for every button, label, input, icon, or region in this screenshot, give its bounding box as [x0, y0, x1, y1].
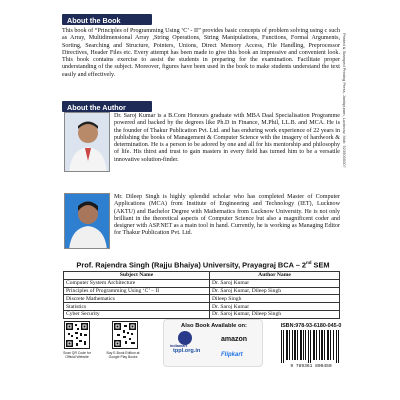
subject-cell: Statistics — [64, 303, 210, 311]
indiamart-logo-icon[interactable] — [178, 331, 192, 345]
qr-caption-website: Scan QR Code for Official Website — [63, 351, 91, 359]
isbn-label: ISBN:978-93-6180-045-0 — [280, 323, 342, 329]
table-row — [64, 303, 340, 311]
column-header-subject: Subject Name — [64, 272, 210, 280]
author-photo-saroj — [64, 112, 110, 172]
author-cell: Dr. Saroj Kumar — [210, 279, 340, 287]
author-cell: Dileep Singh — [210, 295, 340, 303]
author-cell: Dr. Saroj Kumar — [210, 303, 340, 311]
store-availability-box — [163, 319, 263, 367]
subject-cell: Principles of Programming Using ‘C’ – II — [64, 287, 210, 295]
about-book-paragraph: This book of “Principles of Programming Using ‘C’ - II” provides basic concepts of problem solving using c such as Array, Multidimensional Array ,String Operations, String Manipulations, Functions, Formal Arguments, Sorting, Searching and Structure, Pointers, Unions, Direct Memory Access, File Handling, Preprocessor Directives, Header Files etc. Every attempt has been made to give this book an impressive and convenient look. This book contains exercise to assist the students in preparing for the examination. Facilitate proper understanding of the subject. Moreover, figures have been used in the book to make students understand the text easily and effectively. — [62, 28, 340, 78]
printer-imprint: Printed & Stamped Printing Press, Jankipuram, Lucknow. Mob: 9235000007 — [342, 33, 347, 168]
subject-cell: Cyber Security — [64, 310, 210, 318]
store-amazon[interactable]: amazon — [221, 336, 248, 343]
table-title: Prof. Rajendra Singh (Rajju Bhaiya) University, Prayagraj BCA – 2nd SEM — [76, 260, 330, 270]
author-bio-saroj: Dr. Saroj Kumar is a B.Com Honours graduate with MBA Daal Specialisation Programme powered and backed by the degrees like Ph.D in Finance, M.Phil, LL.B. and MCA. He is the founder of Thakur Publication Pvt. Ltd. and has enduring work experience of 22 years in publishing the books of Management & Computer Science with the imagery of hardwork & determination. He is a person to be adored by one and all for his mentorship and philosophy of life. His thirst and trust to gain masters in every field has turned him to be a versatile innovative solution-finder. — [114, 113, 340, 163]
qr-caption-ebook: Buy E-Book Edition at Google Play Books — [106, 351, 140, 359]
table-row — [64, 279, 340, 287]
table-row — [64, 287, 340, 295]
author-cell: Dr. Saroj Kumar, Dileep Singh — [210, 287, 340, 295]
about-author-heading: About the Author — [62, 101, 152, 112]
author-photo-dileep — [64, 193, 110, 249]
store-indiamart[interactable]: indiamart — [170, 344, 188, 348]
subject-cell: Discrete Mathematics — [64, 295, 210, 303]
store-flipkart[interactable]: Flipkart — [221, 352, 243, 358]
syllabus-table — [63, 271, 340, 319]
qr-code-website-icon[interactable] — [64, 321, 90, 349]
column-header-author: Author Name — [210, 272, 340, 280]
barcode-digits: 9 789361 800450 — [290, 364, 332, 369]
store-tppl[interactable]: tppl.org.in — [173, 348, 201, 354]
available-on-label: Also Book Available on: — [181, 323, 247, 329]
subject-cell: Computer System Architecture — [64, 279, 210, 287]
author-cell: Dr. Saroj Kumar, Dileep Singh — [210, 310, 340, 318]
qr-code-ebook-icon[interactable] — [112, 321, 138, 349]
table-header-row — [64, 272, 340, 280]
table-row — [64, 310, 340, 318]
table-row — [64, 295, 340, 303]
about-book-heading: About the Book — [62, 14, 152, 25]
barcode-icon — [279, 330, 343, 363]
author-bio-dileep: Mr. Dileep Singh is highly splendid scholar who has completed Master of Computer Applications (MCA) from Institute of Engineering and Technology (IET), Lucknow (AKTU) and Bachelor Degree with Mathematics from Lucknow University. He is not only brilliant in the theoretical aspects of Computer Science but also a magnificent coder and designer with ASP.NET as a main tool in hand. Currently, he is working as Managing Editor for Thakur Publication Pvt. Ltd. — [114, 194, 340, 237]
